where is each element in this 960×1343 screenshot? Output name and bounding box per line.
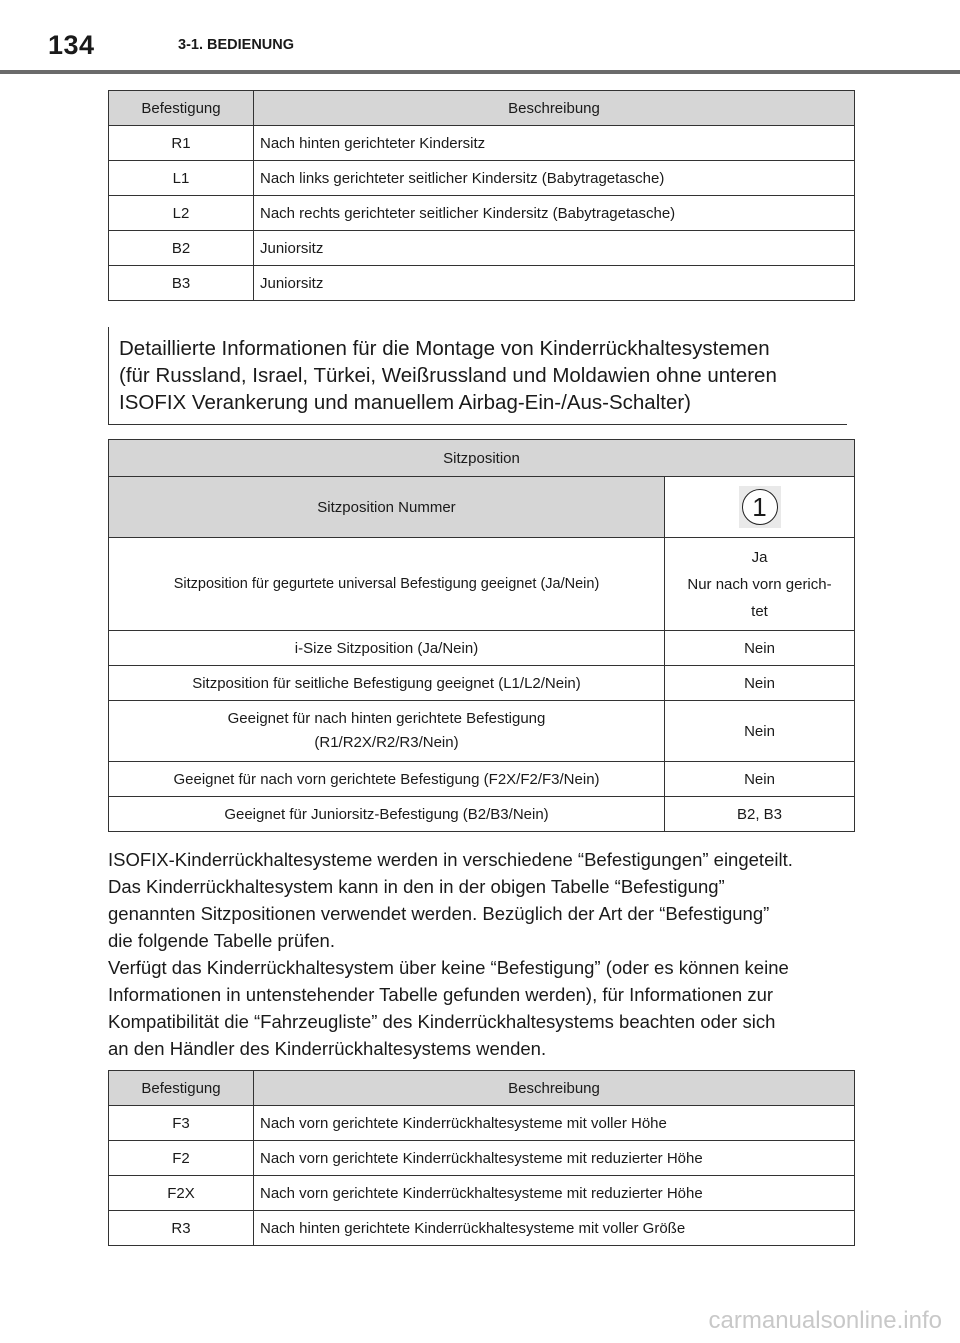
seat-criterion bbox=[109, 701, 665, 762]
attachment-code: F2X bbox=[109, 1176, 254, 1211]
table-row bbox=[109, 126, 855, 161]
paragraph-line: Verfügt das Kinderrückhaltesystem über keine “Befestigung” (oder es können keine bbox=[108, 957, 789, 978]
table-row bbox=[109, 538, 855, 631]
table-row bbox=[109, 196, 855, 231]
table-header-row bbox=[109, 1071, 855, 1106]
table-row bbox=[109, 266, 855, 301]
seat-criterion: i-Size Sitzposition (Ja/Nein) bbox=[109, 631, 665, 666]
paragraph-line: genannten Sitzpositionen verwendet werden. Bezüglich der Art der “Befestigung” bbox=[108, 903, 770, 924]
attachment-table-2 bbox=[108, 1070, 855, 1246]
column-header-befestigung: Befestigung bbox=[109, 91, 254, 126]
criterion-line: (R1/R2X/R2/R3/Nein) bbox=[314, 734, 459, 751]
attachment-description: Nach rechts gerichteter seitlicher Kindersitz (Babytragetasche) bbox=[254, 196, 855, 231]
table-header-row bbox=[109, 440, 855, 477]
table-header-row bbox=[109, 91, 855, 126]
table-row bbox=[109, 161, 855, 196]
seat-criterion: Geeignet für nach vorn gerichtete Befestigung (F2X/F2/F3/Nein) bbox=[109, 762, 665, 797]
seat-position-title: Sitzposition bbox=[109, 440, 855, 477]
table-row bbox=[109, 666, 855, 701]
table-row bbox=[109, 1211, 855, 1246]
seat-criterion-value: B2, B3 bbox=[665, 797, 855, 832]
attachment-description: Nach vorn gerichtete Kinderrückhaltesysteme mit reduzierter Höhe bbox=[254, 1141, 855, 1176]
attachment-code: F2 bbox=[109, 1141, 254, 1176]
info-heading-line: (für Russland, Israel, Türkei, Weißrussland und Moldawien ohne unteren bbox=[119, 364, 777, 387]
seat-criterion: Geeignet für Juniorsitz-Befestigung (B2/B3/Nein) bbox=[109, 797, 665, 832]
column-header-beschreibung: Beschreibung bbox=[254, 91, 855, 126]
criterion-line: Geeignet für nach hinten gerichtete Befestigung bbox=[227, 710, 546, 727]
paragraph-line: Kompatibilität die “Fahrzeugliste” des Kinderrückhaltesystems beachten oder sich bbox=[108, 1011, 776, 1032]
attachment-code: L1 bbox=[109, 161, 254, 196]
attachment-description: Nach hinten gerichtete Kinderrückhaltesysteme mit voller Größe bbox=[254, 1211, 855, 1246]
attachment-code: L2 bbox=[109, 196, 254, 231]
attachment-description: Juniorsitz bbox=[254, 266, 855, 301]
seat-number-value: 1 bbox=[742, 489, 778, 525]
attachment-code: F3 bbox=[109, 1106, 254, 1141]
body-paragraph bbox=[108, 846, 868, 1062]
paragraph-line: die folgende Tabelle prüfen. bbox=[108, 930, 335, 951]
table-row bbox=[109, 1141, 855, 1176]
table-row bbox=[109, 762, 855, 797]
paragraph-line: ISOFIX-Kinderrückhaltesysteme werden in verschiedene “Befestigungen” eingeteilt. bbox=[108, 849, 793, 870]
seat-criterion-value: Nein bbox=[665, 631, 855, 666]
table-row bbox=[109, 231, 855, 266]
attachment-description: Nach links gerichteter seitlicher Kindersitz (Babytragetasche) bbox=[254, 161, 855, 196]
table-row bbox=[109, 701, 855, 762]
attachment-table-1 bbox=[108, 90, 855, 301]
watermark: carmanualsonline.info bbox=[708, 1307, 942, 1334]
table-row bbox=[109, 1106, 855, 1141]
info-heading-line: Detaillierte Informationen für die Montage von Kinderrückhaltesystemen bbox=[119, 337, 770, 360]
info-heading-line: ISOFIX Verankerung und manuellem Airbag-Ein-/Aus-Schalter) bbox=[119, 391, 691, 414]
seat-criterion-value bbox=[665, 538, 855, 631]
section-title: 3-1. BEDIENUNG bbox=[178, 37, 295, 53]
seat-number-cell bbox=[665, 477, 855, 538]
table-row bbox=[109, 477, 855, 538]
attachment-description: Juniorsitz bbox=[254, 231, 855, 266]
seat-criterion-value: Nein bbox=[665, 666, 855, 701]
attachment-description: Nach vorn gerichtete Kinderrückhaltesysteme mit voller Höhe bbox=[254, 1106, 855, 1141]
attachment-code: B3 bbox=[109, 266, 254, 301]
value-line: Ja bbox=[751, 548, 768, 566]
info-heading-box bbox=[108, 327, 847, 425]
seat-criterion-value: Nein bbox=[665, 762, 855, 797]
seat-criterion: Sitzposition für gegurtete universal Befestigung geeignet (Ja/Nein) bbox=[109, 538, 665, 631]
header-divider bbox=[0, 70, 960, 74]
attachment-code: R1 bbox=[109, 126, 254, 161]
seat-number-badge bbox=[739, 486, 781, 528]
paragraph-line: Das Kinderrückhaltesystem kann in den in der obigen Tabelle “Befestigung” bbox=[108, 876, 725, 897]
column-header-befestigung: Befestigung bbox=[109, 1071, 254, 1106]
info-heading bbox=[119, 335, 849, 416]
table-row bbox=[109, 797, 855, 832]
attachment-code: R3 bbox=[109, 1211, 254, 1246]
value-line: tet bbox=[751, 602, 768, 620]
seat-position-table bbox=[108, 439, 855, 832]
table-row bbox=[109, 631, 855, 666]
paragraph-line: Informationen in untenstehender Tabelle gefunden werden), für Informationen zur bbox=[108, 984, 774, 1005]
seat-criterion: Sitzposition für seitliche Befestigung geeignet (L1/L2/Nein) bbox=[109, 666, 665, 701]
table-row bbox=[109, 1176, 855, 1211]
value-line: Nur nach vorn gerich- bbox=[687, 575, 832, 593]
page-number: 134 bbox=[48, 30, 95, 60]
seat-number-label: Sitzposition Nummer bbox=[109, 477, 665, 538]
attachment-description: Nach vorn gerichtete Kinderrückhaltesysteme mit reduzierter Höhe bbox=[254, 1176, 855, 1211]
column-header-beschreibung: Beschreibung bbox=[254, 1071, 855, 1106]
attachment-code: B2 bbox=[109, 231, 254, 266]
paragraph-line: an den Händler des Kinderrückhaltesystems wenden. bbox=[108, 1038, 547, 1059]
page-header bbox=[0, 0, 960, 76]
seat-criterion-value: Nein bbox=[665, 701, 855, 762]
attachment-description: Nach hinten gerichteter Kindersitz bbox=[254, 126, 855, 161]
